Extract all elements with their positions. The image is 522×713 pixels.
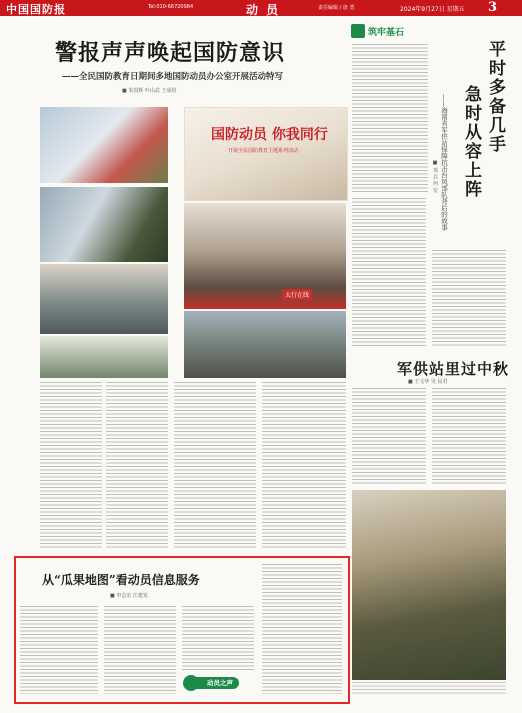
sidebar-bottom-column-1 bbox=[352, 388, 426, 484]
hall-banner: 太行在线 bbox=[282, 289, 312, 300]
sidebar-column-1 bbox=[352, 44, 428, 194]
section-pill: 动员之声 bbox=[185, 677, 239, 689]
sidebar-subtitle: ——海南省军供站保障抗击台风部队背后的故事 bbox=[440, 94, 448, 231]
editor-credit: 责任编辑 / 唐 勇 bbox=[318, 5, 355, 11]
sidebar-column-2 bbox=[352, 198, 426, 346]
newspaper-logo: 中国国防报 bbox=[6, 3, 66, 16]
photo-crowd-outdoor[interactable] bbox=[184, 311, 346, 378]
boxed-column-2 bbox=[104, 606, 176, 694]
sidebar-bottom-column-2 bbox=[432, 388, 506, 484]
photo-students-volunteers[interactable] bbox=[40, 107, 168, 183]
photo-event-poster[interactable] bbox=[184, 107, 348, 201]
sidebar-title-line-2[interactable]: 急时从容上阵 bbox=[461, 85, 481, 199]
main-byline: ■ 朱国辉 叶山武 王成绍 bbox=[122, 88, 177, 94]
main-article-column-2 bbox=[174, 382, 256, 550]
main-headline[interactable]: 警报声声唤起国防意识 bbox=[55, 40, 286, 66]
telephone: Tel:010-66720984 bbox=[148, 4, 194, 10]
boxed-article-title[interactable]: 从“瓜果地图”看动员信息服务 bbox=[42, 573, 200, 587]
photo-drone-operator[interactable] bbox=[40, 187, 168, 262]
boxed-article-byline: ■ 申志宏 江建发 bbox=[110, 593, 148, 599]
boxed-column-4 bbox=[262, 564, 342, 694]
caption-text-block bbox=[40, 382, 102, 550]
sidebar-byline: ■ 邓 兵 何 宏 bbox=[432, 160, 438, 193]
sidebar-bottom-byline: ■ 王文华 吴 民君 bbox=[408, 379, 448, 385]
photo-drill-field[interactable] bbox=[40, 336, 168, 378]
boxed-column-3 bbox=[182, 606, 254, 672]
poster-subtitle: · 开展全民国防教育主题系列活动 · bbox=[225, 148, 302, 154]
main-article-column-1 bbox=[106, 382, 168, 550]
section-badge-icon bbox=[351, 24, 365, 38]
boxed-column-1 bbox=[20, 606, 98, 694]
sidebar-section-label: 筑牢基石 bbox=[368, 28, 405, 38]
photo-caption bbox=[352, 682, 506, 696]
main-subhead: ——全民国防教育日期间多地国防动员办公室开展活动特写 bbox=[62, 72, 284, 82]
photo-robot-dogs[interactable] bbox=[40, 264, 168, 334]
sidebar-bottom-title[interactable]: 军供站里过中秋 bbox=[397, 360, 510, 378]
photo-soldier-mooncake[interactable] bbox=[352, 490, 506, 680]
poster-title: 国防动员 你我同行 bbox=[211, 127, 328, 143]
masthead bbox=[0, 0, 522, 16]
sidebar-title-line-1[interactable]: 平时多备几手 bbox=[485, 40, 505, 154]
issue-date: 2024年9月27日 星期五 bbox=[400, 6, 465, 13]
sidebar-column-3 bbox=[432, 250, 506, 346]
page-number: 3 bbox=[488, 0, 498, 15]
section-name: 动 员 bbox=[246, 3, 281, 17]
spacer bbox=[176, 201, 182, 202]
main-article-column-3 bbox=[262, 382, 346, 550]
photo-audience-hall[interactable] bbox=[184, 203, 346, 309]
